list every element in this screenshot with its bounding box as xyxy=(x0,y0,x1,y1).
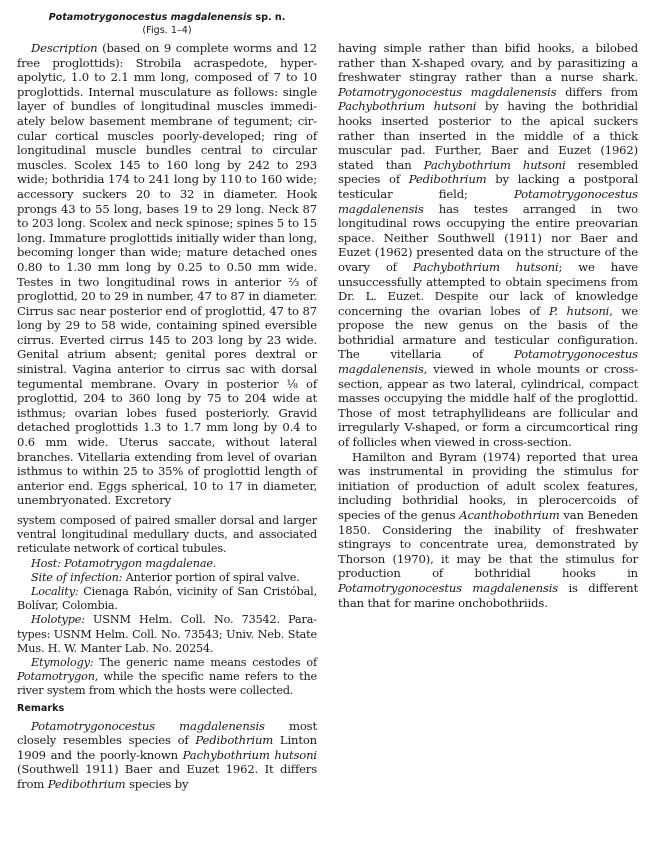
site-of-infection-field: Site of infection: Anterior portion of spiral valve. xyxy=(31,570,300,584)
right-column xyxy=(338,0,638,610)
locality-field: Locality: Cienaga Rabón, vicinity of San Cristóbal, Bolívar, Colombia. xyxy=(17,585,317,613)
remarks-continued-paragraph: having simple rather than bifid hooks, a bilobed rather than X-shaped ovary, and by parasitizing a freshwater stingray rather than a nurse shark. Potamotrygonocestus magdalenensis differs from Pachybothrium hutsoni by having the bothridial hooks inserted posterior to the apical suckers rather than inserted in the middle of a thick muscular pad. Further, Baer and Euzet (1962) stated than Pachybothrium hutsoni resembled species of Pedibothrium by lacking a postporal testicular field; Potamotrygonocestus magdalenensis has testes arranged in two longitudinal rows occupying the entire preovarian space. Neither Southwell (1911) nor Baer and Euzet (1962) presented data on the structure of the ovary of Pachybothrium hutsoni; we have unsuccessfully attempted to obtain specimens from Dr. L. Euzet. Despite our lack of knowledge concerning the ovarian lobes of P. hutsoni, we propose the new genus on the basis of the bothridial armature and testicular configuration. The vitellaria of Potamotrygonocestus magdalenensis, viewed in whole mounts or cross-section, appear as two lateral, cylindrical, compact masses occupying the middle half of the proglottid. Those of most tetraphyllideans are follicular and irregularly V-shaped, or form a circumcortical ring of follicles when viewed in cross-section. xyxy=(338,41,639,450)
urea-paragraph: Hamilton and Byram (1974) reported that urea was instrumental in providing the stimulus for initiation of production of adult scolex features, including bothridial hooks, in plerocercoids of species of the genus Acanthobothrium van Beneden 1850. Considering the inability of freshwater stingrays to concentrate urea, demonstrated by Thorson (1970), it may be that the stimulus for production of bothridial hooks in Potamotrygonocestus magdalenensis is different than that for marine onchobothriids. xyxy=(338,449,638,610)
holotype-field: Holotype: USNM Helm. Coll. No. 73542. Paratypes: USNM Helm. Coll. No. 73543; Univ. Neb. State Mus. H. W. Manter Lab. No. 20254. xyxy=(17,613,317,655)
remarks-paragraph: Potamotrygonocestus magdalenensis most closely resembles species of Pedibothrium Linton 1909 and the poorly-known Pachybothrium hutsoni (Southwell 1911) Baer and Euzet 1962. It differs from Pedibothrium species by xyxy=(17,718,317,792)
species-name: Potamotrygonocestus magdalenensis xyxy=(48,12,253,23)
description-paragraph: Description (based on 9 complete worms and 12 free proglottids): Strobila acraspedote, hyperapolytic, 1.0 to 2.1 mm long, composed of 7 to 10 proglottids. Internal musculature as follows: single layer of bundles of longitudinal muscles immediately below basement membrane of tegument; circular cortical muscles poorly-developed; ring of longitudinal muscle bundles central to circular muscles. Scolex 145 to 160 long by 242 to 293 wide; bothridia 174 to 241 long by 110 to 160 wide; accessory suckers 20 to 32 in diameter. Hook prongs 43 to 55 long, bases 19 to 29 long. Neck 87 to 203 long. Scolex and neck spinose; spines 5 to 15 long. Immature proglottids initially wider than long, becoming longer than wide; mature detached ones 0.80 to 1.30 mm long by 0.25 to 0.50 mm wide. Testes in two longitudinal rows in anterior ⅔ of proglottid, 20 to 29 in number, 47 to 87 in diameter. Cirrus sac near posterior end of proglottid, 47 to 87 long by 29 to 58 wide, containing spined eversible cirrus. Everted cirrus 145 to 203 long by 23 wide. Genital atrium absent; genital pores dextral or sinistral. Vagina anterior to cirrus sac with dorsal tegumental membrane. Ovary in posterior ⅛ of proglottid, 204 to 360 long by 75 to 204 wide at isthmus; ovarian lobes fused posteriorly. Gravid detached proglottids 1.3 to 1.7 mm long by 0.4 to 0.6 mm wide. Uterus saccate, without lateral branches. Vitellaria extending from level of ovarian isthmus to within 25 to 35% of proglottid length of anterior end. Eggs spherical, 10 to 17 in diameter, unembryonated. Excretory xyxy=(17,41,317,508)
description-label: Description xyxy=(31,41,98,55)
species-title xyxy=(17,12,317,24)
excretory-paragraph: system composed of paired smaller dorsal and larger ventral longitudinal medullary ducts, and associated reticulate network of cortical tubules. xyxy=(17,514,317,556)
left-column xyxy=(17,0,317,792)
etymology-field: Etymology: The generic name means cestodes of Potamotrygon, while the specific name refers to the river system from which the hosts were collected. xyxy=(17,656,317,698)
remarks-heading: Remarks xyxy=(17,702,65,714)
figures-reference: (Figs. 1–4) xyxy=(142,25,192,36)
species-heading xyxy=(17,12,317,37)
host-field: Host: Potamotrygon magdalenae. xyxy=(31,556,217,570)
species-suffix: sp. n. xyxy=(252,12,286,23)
